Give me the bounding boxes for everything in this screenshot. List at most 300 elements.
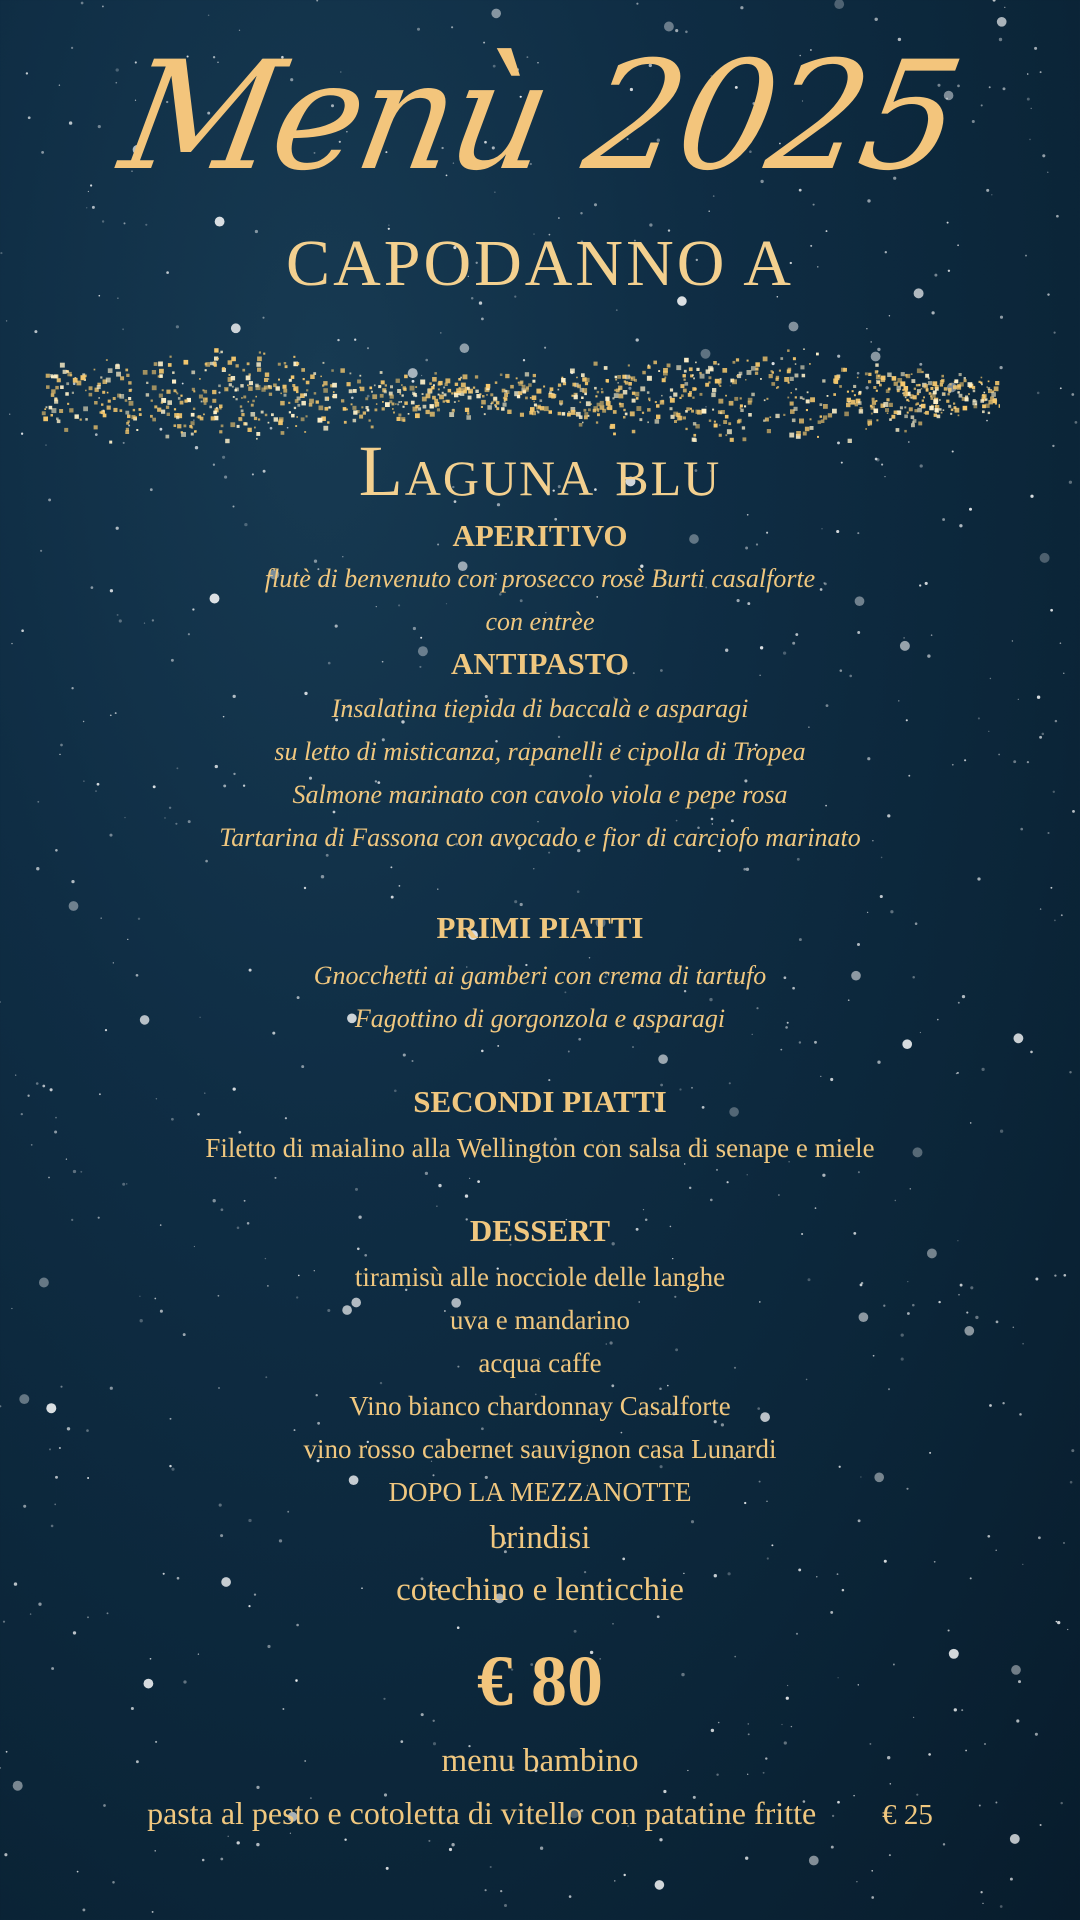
glitter-fleck <box>65 392 69 396</box>
glitter-fleck <box>911 397 913 399</box>
glitter-fleck <box>586 401 591 406</box>
glitter-fleck <box>482 395 485 398</box>
glitter-fleck <box>251 412 256 417</box>
glitter-fleck <box>693 422 696 425</box>
glitter-fleck <box>764 399 766 401</box>
glitter-fleck <box>283 389 287 393</box>
glitter-fleck <box>615 376 618 379</box>
glitter-fleck <box>865 372 868 375</box>
glitter-fleck <box>642 371 646 375</box>
glitter-fleck <box>994 386 999 391</box>
glitter-fleck <box>528 383 532 387</box>
glitter-fleck <box>128 381 131 384</box>
glitter-fleck <box>344 421 347 424</box>
glitter-fleck <box>410 386 415 391</box>
antipasto-line: Salmone marinato con cavolo viola e pepe rosa <box>292 780 788 809</box>
glitter-fleck <box>404 401 408 405</box>
glitter-fleck <box>852 390 854 392</box>
glitter-fleck <box>577 384 581 388</box>
glitter-fleck <box>176 416 179 419</box>
glitter-fleck <box>912 421 915 424</box>
glitter-fleck <box>570 369 575 374</box>
glitter-fleck <box>647 408 651 412</box>
glitter-fleck <box>304 393 307 396</box>
glitter-fleck <box>306 381 310 385</box>
glitter-fleck <box>69 408 73 412</box>
glitter-fleck <box>402 394 404 396</box>
glitter-fleck <box>760 378 762 380</box>
glitter-fleck <box>686 407 690 411</box>
glitter-fleck <box>274 417 278 421</box>
glitter-fleck <box>610 408 612 410</box>
glitter-fleck <box>231 357 236 362</box>
glitter-fleck <box>184 425 187 428</box>
glitter-fleck <box>931 397 934 400</box>
glitter-fleck <box>102 391 105 394</box>
glitter-fleck <box>963 406 968 411</box>
glitter-fleck <box>318 418 323 423</box>
glitter-fleck <box>692 397 694 399</box>
glitter-fleck <box>518 382 522 386</box>
glitter-fleck <box>607 380 609 382</box>
glitter-fleck <box>714 421 716 423</box>
glitter-fleck <box>918 422 922 426</box>
glitter-fleck <box>911 373 913 375</box>
glitter-fleck <box>167 400 172 405</box>
glitter-fleck <box>205 398 207 400</box>
glitter-fleck <box>486 394 488 396</box>
glitter-fleck <box>683 374 686 377</box>
glitter-fleck <box>154 405 157 408</box>
glitter-fleck <box>780 357 783 360</box>
glitter-fleck <box>154 362 158 366</box>
glitter-fleck <box>401 417 405 421</box>
glitter-fleck <box>103 410 105 412</box>
glitter-fleck <box>802 374 806 378</box>
glitter-fleck <box>297 404 300 407</box>
glitter-fleck <box>295 425 297 427</box>
section-title-aperitivo: APERITIVO <box>452 518 628 553</box>
glitter-fleck <box>572 383 576 387</box>
glitter-fleck <box>43 417 48 422</box>
primi-line: Gnocchetti ai gamberi con crema di tartufo <box>313 961 767 990</box>
glitter-fleck <box>965 397 969 401</box>
glitter-fleck <box>268 385 271 388</box>
glitter-fleck <box>875 363 878 366</box>
glitter-fleck <box>601 391 604 394</box>
glitter-fleck <box>172 380 176 384</box>
glitter-fleck <box>63 370 67 374</box>
glitter-fleck <box>751 393 755 397</box>
glitter-fleck <box>51 389 55 393</box>
glitter-fleck <box>610 424 615 429</box>
glitter-fleck <box>221 425 224 428</box>
glitter-fleck <box>191 426 194 429</box>
glitter-fleck <box>359 415 363 419</box>
glitter-fleck <box>883 402 888 407</box>
glitter-fleck <box>89 393 93 397</box>
glitter-fleck <box>602 409 606 413</box>
menu-price: € 80 <box>477 1641 603 1721</box>
glitter-fleck <box>728 422 731 425</box>
glitter-fleck <box>458 400 460 402</box>
glitter-fleck <box>736 358 739 361</box>
glitter-fleck <box>670 398 675 403</box>
glitter-fleck <box>505 374 509 378</box>
glitter-fleck <box>214 348 218 352</box>
glitter-fleck <box>146 393 149 396</box>
glitter-fleck <box>289 379 292 382</box>
glitter-fleck <box>919 405 921 407</box>
glitter-fleck <box>533 374 536 377</box>
midnight-line: brindisi <box>489 1520 591 1556</box>
aperitivo-line: con entrèe <box>485 607 595 636</box>
glitter-fleck <box>751 366 756 371</box>
glitter-fleck <box>352 406 356 410</box>
dessert-line: DOPO LA MEZZANOTTE <box>388 1477 692 1507</box>
glitter-fleck <box>280 393 282 395</box>
glitter-fleck <box>806 409 808 411</box>
glitter-fleck <box>205 363 208 366</box>
glitter-fleck <box>729 401 734 406</box>
glitter-fleck <box>618 386 622 390</box>
glitter-fleck <box>230 422 235 427</box>
glitter-fleck <box>696 410 700 414</box>
glitter-fleck <box>640 386 645 391</box>
glitter-fleck <box>382 401 384 403</box>
glitter-fleck <box>233 396 235 398</box>
glitter-fleck <box>950 413 952 415</box>
glitter-fleck <box>664 377 666 379</box>
glitter-fleck <box>991 392 996 397</box>
glitter-fleck <box>332 383 337 388</box>
glitter-fleck <box>75 414 79 418</box>
glitter-fleck <box>601 388 603 390</box>
glitter-fleck <box>846 403 851 408</box>
glitter-fleck <box>795 363 797 365</box>
glitter-fleck <box>369 419 371 421</box>
glitter-fleck <box>240 384 243 387</box>
glitter-fleck <box>816 353 819 356</box>
glitter-fleck <box>486 384 491 389</box>
glitter-fleck <box>180 401 184 405</box>
glitter-fleck <box>630 411 635 416</box>
glitter-fleck <box>799 419 804 424</box>
glitter-fleck <box>670 407 673 410</box>
glitter-fleck <box>939 408 942 411</box>
glitter-fleck <box>596 421 598 423</box>
glitter-fleck <box>202 389 204 391</box>
glitter-fleck <box>663 371 668 376</box>
glitter-fleck <box>695 362 697 364</box>
glitter-fleck <box>888 388 891 391</box>
glitter-fleck <box>435 402 440 407</box>
glitter-fleck <box>191 371 195 375</box>
glitter-fleck <box>925 411 929 415</box>
glitter-fleck <box>361 406 363 408</box>
glitter-fleck <box>217 358 219 360</box>
glitter-fleck <box>398 414 401 417</box>
glitter-fleck <box>907 412 909 414</box>
glitter-fleck <box>213 411 217 415</box>
glitter-fleck <box>734 397 738 401</box>
glitter-fleck <box>858 401 862 405</box>
glitter-fleck <box>85 390 87 392</box>
glitter-fleck <box>662 378 666 382</box>
glitter-fleck <box>241 410 244 413</box>
glitter-fleck <box>937 415 941 419</box>
menu-title: Menù 2025 <box>110 30 970 204</box>
glitter-fleck <box>456 388 461 393</box>
glitter-fleck <box>930 395 932 397</box>
glitter-fleck <box>184 399 187 402</box>
glitter-fleck <box>689 391 692 394</box>
glitter-fleck <box>170 356 172 358</box>
glitter-fleck <box>422 393 424 395</box>
glitter-fleck <box>988 381 990 383</box>
glitter-fleck <box>597 413 600 416</box>
glitter-fleck <box>152 418 156 422</box>
glitter-fleck <box>236 364 239 367</box>
glitter-fleck <box>177 424 181 428</box>
glitter-fleck <box>718 399 723 404</box>
glitter-fleck <box>479 393 481 395</box>
glitter-fleck <box>951 409 954 412</box>
glitter-fleck <box>839 385 842 388</box>
glitter-fleck <box>921 388 923 390</box>
glitter-fleck <box>822 379 825 382</box>
glitter-fleck <box>204 402 207 405</box>
glitter-fleck <box>908 400 910 402</box>
glitter-fleck <box>714 424 718 428</box>
glitter-fleck <box>784 377 789 382</box>
glitter-fleck <box>800 365 804 369</box>
glitter-fleck <box>72 392 74 394</box>
glitter-fleck <box>624 380 626 382</box>
glitter-fleck <box>853 385 856 388</box>
glitter-fleck <box>982 404 986 408</box>
glitter-fleck <box>558 384 561 387</box>
glitter-fleck <box>473 387 475 389</box>
glitter-fleck <box>709 420 711 422</box>
glitter-fleck <box>139 413 142 416</box>
glitter-fleck <box>205 369 207 371</box>
glitter-fleck <box>493 397 497 401</box>
glitter-fleck <box>127 415 131 419</box>
glitter-fleck <box>51 408 56 413</box>
glitter-fleck <box>623 409 625 411</box>
glitter-fleck <box>408 413 410 415</box>
glitter-fleck <box>430 412 435 417</box>
glitter-fleck <box>413 407 418 412</box>
glitter-fleck <box>628 376 631 379</box>
glitter-fleck <box>917 393 920 396</box>
glitter-fleck <box>403 406 405 408</box>
glitter-fleck <box>484 413 486 415</box>
glitter-fleck <box>748 413 752 417</box>
glitter-fleck <box>398 401 400 403</box>
glitter-fleck <box>120 409 123 412</box>
glitter-fleck <box>382 407 385 410</box>
glitter-fleck <box>809 363 811 365</box>
glitter-fleck <box>887 413 889 415</box>
glitter-fleck <box>257 357 262 362</box>
glitter-fleck <box>89 386 93 390</box>
glitter-fleck <box>617 375 621 379</box>
glitter-fleck <box>465 408 469 412</box>
glitter-fleck <box>916 402 919 405</box>
glitter-fleck <box>823 404 828 409</box>
antipasto-line: Insalatina tiepida di baccalà e asparagi <box>331 694 749 723</box>
glitter-fleck <box>77 381 82 386</box>
glitter-fleck <box>397 389 401 393</box>
glitter-fleck <box>161 410 165 414</box>
glitter-fleck <box>953 385 957 389</box>
glitter-fleck <box>265 373 269 377</box>
glitter-fleck <box>248 386 253 391</box>
glitter-fleck <box>216 407 218 409</box>
glitter-fleck <box>711 393 715 397</box>
glitter-fleck <box>507 410 511 414</box>
glitter-fleck <box>191 413 195 417</box>
glitter-fleck <box>378 385 381 388</box>
glitter-fleck <box>639 418 642 421</box>
glitter-fleck <box>520 413 524 417</box>
glitter-fleck <box>504 393 508 397</box>
glitter-fleck <box>914 409 917 412</box>
glitter-fleck <box>518 391 522 395</box>
glitter-fleck <box>681 394 684 397</box>
glitter-fleck <box>859 391 862 394</box>
glitter-fleck <box>353 419 357 423</box>
glitter-fleck <box>614 393 619 398</box>
dessert-line: Vino bianco chardonnay Casalforte <box>349 1391 731 1421</box>
kids-menu-title: menu bambino <box>441 1743 639 1779</box>
glitter-fleck <box>211 416 215 420</box>
glitter-fleck <box>280 401 285 406</box>
glitter-fleck <box>653 361 657 365</box>
glitter-fleck <box>939 399 941 401</box>
glitter-fleck <box>744 405 746 407</box>
section-title-antipasto: ANTIPASTO <box>450 646 629 681</box>
glitter-fleck <box>146 382 148 384</box>
glitter-fleck <box>285 365 288 368</box>
glitter-fleck <box>381 380 385 384</box>
glitter-fleck <box>807 391 809 393</box>
glitter-fleck <box>66 382 69 385</box>
glitter-fleck <box>615 379 617 381</box>
glitter-fleck <box>868 380 871 383</box>
glitter-fleck <box>959 394 963 398</box>
glitter-fleck <box>220 351 223 354</box>
glitter-fleck <box>582 422 584 424</box>
glitter-fleck <box>833 393 836 396</box>
glitter-fleck <box>933 399 938 404</box>
glitter-fleck <box>432 377 437 382</box>
glitter-fleck <box>917 408 922 413</box>
glitter-fleck <box>523 390 526 393</box>
glitter-fleck <box>343 407 347 411</box>
glitter-fleck <box>418 405 420 407</box>
glitter-fleck <box>152 385 157 390</box>
glitter-fleck <box>788 382 790 384</box>
glitter-fleck <box>699 372 701 374</box>
glitter-fleck <box>769 374 773 378</box>
glitter-fleck <box>113 397 116 400</box>
glitter-fleck <box>588 408 591 411</box>
glitter-fleck <box>434 372 437 375</box>
glitter-fleck <box>617 382 619 384</box>
glitter-fleck <box>911 423 915 427</box>
glitter-fleck <box>903 392 908 397</box>
glitter-fleck <box>922 400 924 402</box>
glitter-fleck <box>283 385 287 389</box>
glitter-fleck <box>579 415 583 419</box>
glitter-fleck <box>162 389 164 391</box>
glitter-fleck <box>642 412 644 414</box>
glitter-fleck <box>941 379 944 382</box>
glitter-fleck <box>500 374 503 377</box>
glitter-fleck <box>341 399 344 402</box>
glitter-fleck <box>333 391 335 393</box>
glitter-fleck <box>128 397 131 400</box>
glitter-fleck <box>159 369 164 374</box>
glitter-fleck <box>571 395 573 397</box>
glitter-fleck <box>94 369 96 371</box>
glitter-fleck <box>210 362 213 365</box>
glitter-fleck <box>712 409 714 411</box>
glitter-fleck <box>953 406 956 409</box>
glitter-fleck <box>810 397 815 402</box>
glitter-fleck <box>133 409 135 411</box>
glitter-fleck <box>466 415 471 420</box>
glitter-fleck <box>443 387 445 389</box>
glitter-fleck <box>532 395 537 400</box>
glitter-fleck <box>575 394 577 396</box>
glitter-fleck <box>347 382 351 386</box>
glitter-fleck <box>288 402 290 404</box>
glitter-fleck <box>770 416 772 418</box>
glitter-fleck <box>168 363 172 367</box>
glitter-fleck <box>437 408 440 411</box>
glitter-fleck <box>516 377 518 379</box>
glitter-fleck <box>525 397 528 400</box>
glitter-fleck <box>236 398 238 400</box>
glitter-fleck <box>403 386 407 390</box>
glitter-fleck <box>549 410 553 414</box>
glitter-fleck <box>60 363 65 368</box>
glitter-fleck <box>946 400 949 403</box>
glitter-fleck <box>323 381 327 385</box>
glitter-fleck <box>702 409 707 414</box>
glitter-fleck <box>900 406 903 409</box>
glitter-fleck <box>935 405 937 407</box>
glitter-fleck <box>745 379 747 381</box>
glitter-fleck <box>481 406 483 408</box>
glitter-fleck <box>755 362 760 367</box>
glitter-fleck <box>306 389 308 391</box>
glitter-fleck <box>685 382 689 386</box>
glitter-fleck <box>972 386 975 389</box>
glitter-fleck <box>544 406 549 411</box>
glitter-fleck <box>46 406 48 408</box>
glitter-fleck <box>550 387 554 391</box>
glitter-fleck <box>568 411 570 413</box>
glitter-fleck <box>85 418 88 421</box>
glitter-fleck <box>255 396 257 398</box>
glitter-fleck <box>670 388 673 391</box>
glitter-fleck <box>911 379 915 383</box>
